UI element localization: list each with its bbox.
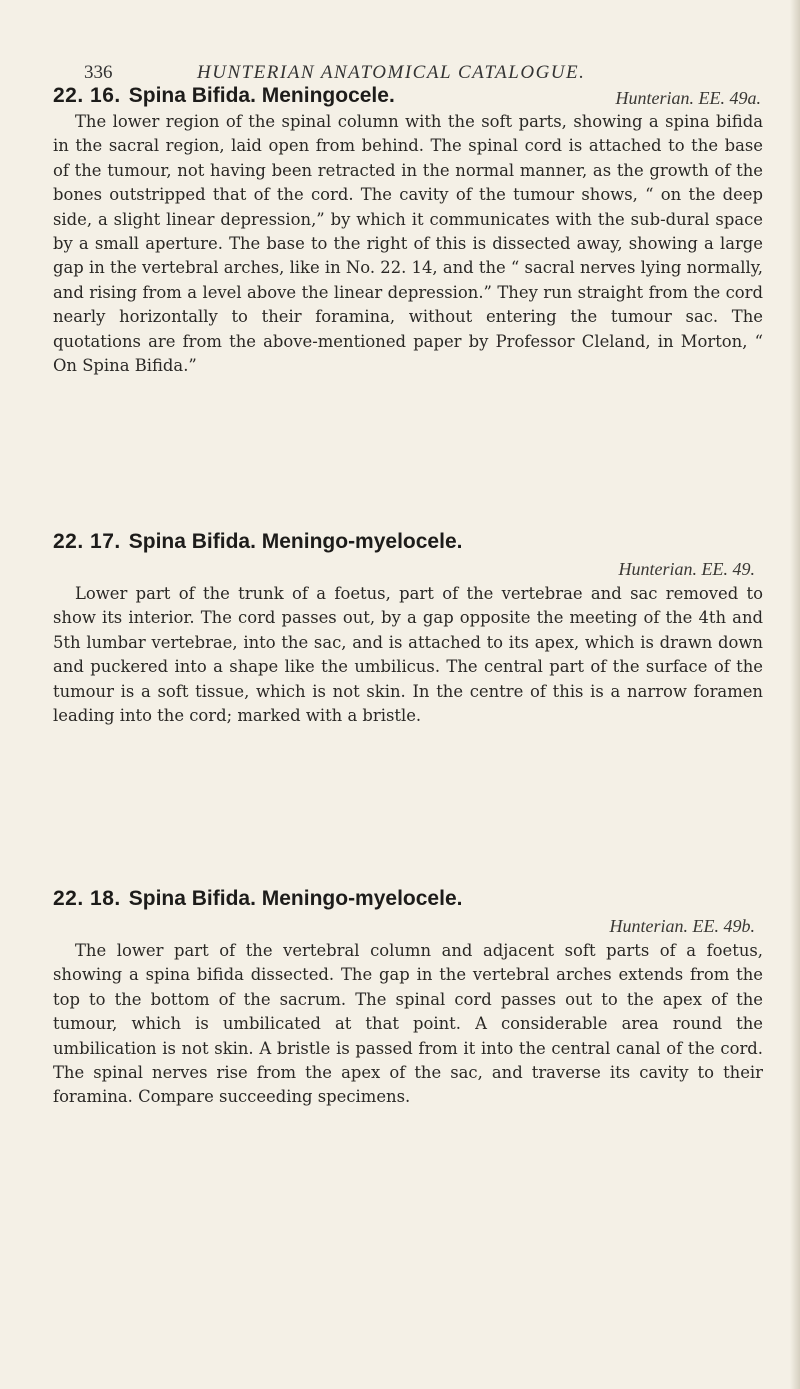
- entry-reference: Hunterian. EE. 49b.: [609, 916, 755, 936]
- entry-title: Spina Bifida. Meningo-myelocele.: [128, 530, 463, 553]
- entry-description: The lower part of the vertebral column and adjacent soft parts of a foetus, showing a spina bifida dissected. The gap in the vertebral arches extends from the top to the bottom of the sacrum. The spinal cord passes out to the apex of the tumour, which is umbilicated at that point. A considerable area round the umbilication is not skin. A bristle is passed from it into the central canal of the cord. The spinal nerves rise from the apex of the sac, and traverse its cavity to their foramina. Compare succeeding specimens.: [53, 941, 763, 1107]
- catalogue-entry: [53, 82, 763, 378]
- entry-number: 22. 18.: [53, 887, 121, 910]
- entry-number: 22. 17.: [53, 530, 121, 553]
- catalogue-entry: [53, 885, 763, 1110]
- entry-description: Lower part of the trunk of a foetus, part of the vertebrae and sac removed to show its interior. The cord passes out, by a gap opposite the meeting of the 4th and 5th lumbar vertebrae, into the sac, and is attached to its apex, which is drawn down and puckered into a shape like the umbilicus. The central part of the surface of the tumour is a soft tissue, which is not skin. In the centre of this is a narrow foramen leading into the cord; marked with a bristle.: [53, 584, 763, 726]
- page-number: 336: [84, 62, 113, 83]
- page-edge-shadow: [790, 0, 800, 1389]
- entry-description: The lower region of the spinal column with the soft parts, showing a spina bifida in the sacral region, laid open from behind. The spinal cord is attached to the base of the tumour, not having been retracted in the normal manner, as the growth of the bones outstripped that of the cord. The cavity of the tumour shows, “ on the deep side, a slight linear depression,” by which it communicates with the sub-dural space by a small aperture. The base to the right of this is dissected away, showing a large gap in the vertebral arches, like in No. 22. 14, and the “ sacral nerves lying normally, and rising from a level above the linear depression.” They run straight from the cord nearly horizontally to their foramina, without entering the tumour sac. The quotations are from the above-mentioned paper by Professor Cleland, in Morton, “ On Spina Bifida.”: [53, 112, 763, 376]
- entry-number: 22. 16.: [53, 84, 121, 107]
- catalogue-entry: [53, 528, 763, 728]
- entry-heading: [53, 528, 763, 556]
- entry-heading: [53, 82, 763, 110]
- running-title: HUNTERIAN ANATOMICAL CATALOGUE.: [197, 62, 586, 83]
- entry-reference: Hunterian. EE. 49.: [618, 559, 755, 579]
- entry-heading: [53, 885, 763, 913]
- entry-title: Spina Bifida. Meningocele.: [128, 84, 395, 107]
- entry-title: Spina Bifida. Meningo-myelocele.: [128, 887, 463, 910]
- entry-reference: Hunterian. EE. 49a.: [615, 88, 761, 108]
